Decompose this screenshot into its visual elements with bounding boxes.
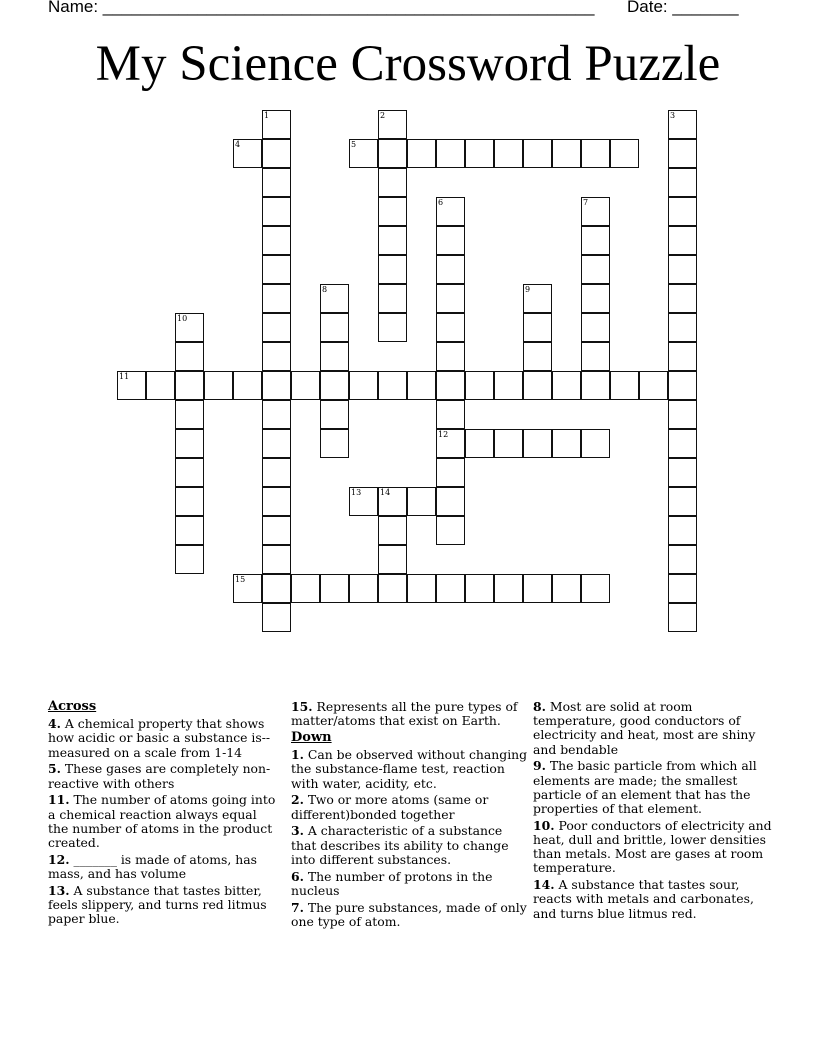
clue-number: 10 [177,314,188,323]
grid-cell[interactable] [146,371,175,400]
clue-number: 14 [380,488,391,497]
grid-cell[interactable] [378,110,407,139]
grid-cell[interactable] [291,574,320,603]
grid-cell[interactable] [262,400,291,429]
grid-cell[interactable] [581,342,610,371]
grid-cell[interactable] [233,139,262,168]
clues-column-1 [48,700,280,929]
grid-cell[interactable] [581,574,610,603]
grid-cell[interactable] [407,487,436,516]
clue-down-3: 3. A characteristic of a substance that describes its ability to change into different substances. [291,823,509,867]
grid-cell[interactable] [523,313,552,342]
grid-cell[interactable] [668,545,697,574]
grid-cell[interactable] [465,139,494,168]
grid-cell[interactable] [175,400,204,429]
grid-cell[interactable] [320,429,349,458]
grid-cell[interactable] [581,284,610,313]
grid-cell[interactable] [668,400,697,429]
grid-cell[interactable] [581,429,610,458]
clue-down-10: 10. Poor conductors of electricity and heat, dull and brittle, lower densities than metals. Most are gases at room temperature. [533,817,772,876]
grid-cell[interactable] [320,400,349,429]
grid-cell[interactable] [668,342,697,371]
clues-column-3 [533,700,773,923]
grid-cell[interactable] [233,574,262,603]
grid-cell[interactable] [378,168,407,197]
grid-cell[interactable] [436,342,465,371]
grid-cell[interactable] [668,516,697,545]
grid-cell[interactable] [581,197,610,226]
clue-down-8: 8. Most are solid at room temperature, good conductors of electricity and heat, most are shiny and bendable [533,699,756,757]
grid-cell[interactable] [436,226,465,255]
clue-across-5: 5. These gases are completely non-reactive with others [48,761,271,791]
grid-cell[interactable] [668,226,697,255]
grid-cell[interactable] [262,371,291,400]
grid-cell[interactable] [610,139,639,168]
grid-cell[interactable] [581,371,610,400]
grid-cell[interactable] [262,516,291,545]
clue-number: 13 [351,488,362,497]
date-field-label[interactable]: Date: _______ [627,0,739,16]
grid-cell[interactable] [349,371,378,400]
grid-cell[interactable] [175,371,204,400]
grid-cell[interactable] [494,139,523,168]
grid-cell[interactable] [262,603,291,632]
grid-cell[interactable] [668,313,697,342]
clues-column-2 [291,700,531,932]
grid-cell[interactable] [436,400,465,429]
grid-cell[interactable] [262,313,291,342]
grid-cell[interactable] [175,545,204,574]
grid-cell[interactable] [523,139,552,168]
grid-cell[interactable] [436,458,465,487]
grid-cell[interactable] [378,255,407,284]
grid-cell[interactable] [494,574,523,603]
clue-number: 2 [380,111,386,120]
grid-cell[interactable] [291,371,320,400]
grid-cell[interactable] [668,139,697,168]
clue-number: 1 [264,111,270,120]
grid-cell[interactable] [262,168,291,197]
grid-cell[interactable] [175,313,204,342]
header [48,0,748,17]
grid-cell[interactable] [262,255,291,284]
clue-number: 8 [322,285,328,294]
clue-number: 9 [525,285,531,294]
grid-cell[interactable] [552,139,581,168]
grid-cell[interactable] [436,371,465,400]
grid-cell[interactable] [378,139,407,168]
grid-cell[interactable] [552,371,581,400]
grid-cell[interactable] [668,371,697,400]
name-field-label[interactable]: Name: ____________________________________________________ [48,0,595,16]
clue-across-11: 11. The number of atoms going into a chemical reaction always equal the number of atoms in the product created. [48,792,276,851]
grid-cell[interactable] [378,197,407,226]
grid-cell[interactable] [436,139,465,168]
grid-cell[interactable] [639,371,668,400]
grid-cell[interactable] [378,574,407,603]
grid-cell[interactable] [349,574,378,603]
crossword-grid [117,110,699,634]
clue-down-6: 6. The number of protons in the nucleus [291,868,493,898]
grid-cell[interactable] [523,284,552,313]
grid-cell[interactable] [407,139,436,168]
grid-cell[interactable] [436,255,465,284]
grid-cell[interactable] [262,226,291,255]
grid-cell[interactable] [407,574,436,603]
grid-cell[interactable] [668,487,697,516]
grid-cell[interactable] [407,371,436,400]
clue-number: 11 [119,372,130,381]
grid-cell[interactable] [668,284,697,313]
grid-cell[interactable] [262,545,291,574]
grid-cell[interactable] [117,371,146,400]
clue-number: 4 [235,140,241,149]
clue-across-4: 4. A chemical property that shows how acidic or basic a substance is--measured on a scale from 1-14 [48,716,271,760]
grid-cell[interactable] [175,516,204,545]
grid-cell[interactable] [668,255,697,284]
grid-cell[interactable] [320,342,349,371]
grid-cell[interactable] [465,574,494,603]
grid-cell[interactable] [262,458,291,487]
grid-cell[interactable] [494,429,523,458]
grid-cell[interactable] [262,139,291,168]
down-heading: Down [291,730,332,745]
grid-cell[interactable] [581,313,610,342]
grid-cell[interactable] [436,516,465,545]
clue-number: 12 [438,430,449,439]
grid-cell[interactable] [668,574,697,603]
grid-cell[interactable] [465,429,494,458]
grid-cell[interactable] [465,371,494,400]
clue-down-2: 2. Two or more atoms (same or different)bonded together [291,792,489,822]
grid-cell[interactable] [262,284,291,313]
grid-cell[interactable] [581,226,610,255]
grid-cell[interactable] [378,487,407,516]
grid-cell[interactable] [320,574,349,603]
clue-number: 15 [235,575,246,584]
grid-cell[interactable] [378,226,407,255]
grid-cell[interactable] [668,110,697,139]
clue-across-15: 15. Represents all the pure types of matter/atoms that exist on Earth. [291,699,518,729]
grid-cell[interactable] [320,284,349,313]
grid-cell[interactable] [175,429,204,458]
grid-cell[interactable] [262,574,291,603]
grid-cell[interactable] [262,342,291,371]
grid-cell[interactable] [581,255,610,284]
grid-cell[interactable] [349,139,378,168]
grid-cell[interactable] [436,429,465,458]
grid-cell[interactable] [378,284,407,313]
grid-cell[interactable] [552,429,581,458]
clue-down-1: 1. Can be observed without changing the substance-flame test, reaction with water, acidity, etc. [291,747,528,791]
grid-cell[interactable] [262,487,291,516]
grid-cell[interactable] [262,110,291,139]
clue-down-9: 9. The basic particle from which all elements are made; the smallest particle of an element that has the properties of that element. [533,758,757,817]
grid-cell[interactable] [378,371,407,400]
grid-cell[interactable] [436,284,465,313]
grid-cell[interactable] [262,429,291,458]
clue-number: 6 [438,198,444,207]
grid-cell[interactable] [494,371,523,400]
grid-cell[interactable] [204,371,233,400]
grid-cell[interactable] [378,545,407,574]
grid-cell[interactable] [668,197,697,226]
grid-cell[interactable] [668,603,697,632]
grid-cell[interactable] [523,574,552,603]
clue-number: 3 [670,111,676,120]
grid-cell[interactable] [175,342,204,371]
grid-cell[interactable] [349,487,378,516]
grid-cell[interactable] [668,458,697,487]
grid-cell[interactable] [523,371,552,400]
grid-cell[interactable] [552,574,581,603]
page-title: My Science Crossword Puzzle [95,36,721,92]
grid-cell[interactable] [523,429,552,458]
grid-cell[interactable] [320,371,349,400]
clue-across-13: 13. A substance that tastes bitter, feels slippery, and turns red litmus paper blue. [48,882,267,927]
grid-cell[interactable] [175,487,204,516]
grid-cell[interactable] [523,342,552,371]
grid-cell[interactable] [262,197,291,226]
clue-down-7: 7. The pure substances, made of only one type of atom. [291,899,527,929]
clue-number: 5 [351,140,357,149]
grid-cell[interactable] [436,197,465,226]
grid-cell[interactable] [610,371,639,400]
grid-cell[interactable] [320,313,349,342]
grid-cell[interactable] [378,313,407,342]
grid-cell[interactable] [436,313,465,342]
across-heading: Across [48,699,97,714]
grid-cell[interactable] [378,516,407,545]
grid-cell[interactable] [436,574,465,603]
grid-cell[interactable] [581,139,610,168]
grid-cell[interactable] [436,487,465,516]
grid-cell[interactable] [175,458,204,487]
clue-across-12: 12. _______ is made of atoms, has mass, and has volume [48,851,257,882]
clue-down-14: 14. A substance that tastes sour, reacts with metals and carbonates, and turns blue litmus red. [533,877,754,921]
clue-number: 7 [583,198,589,207]
grid-cell[interactable] [668,168,697,197]
grid-cell[interactable] [233,371,262,400]
grid-cell[interactable] [668,429,697,458]
